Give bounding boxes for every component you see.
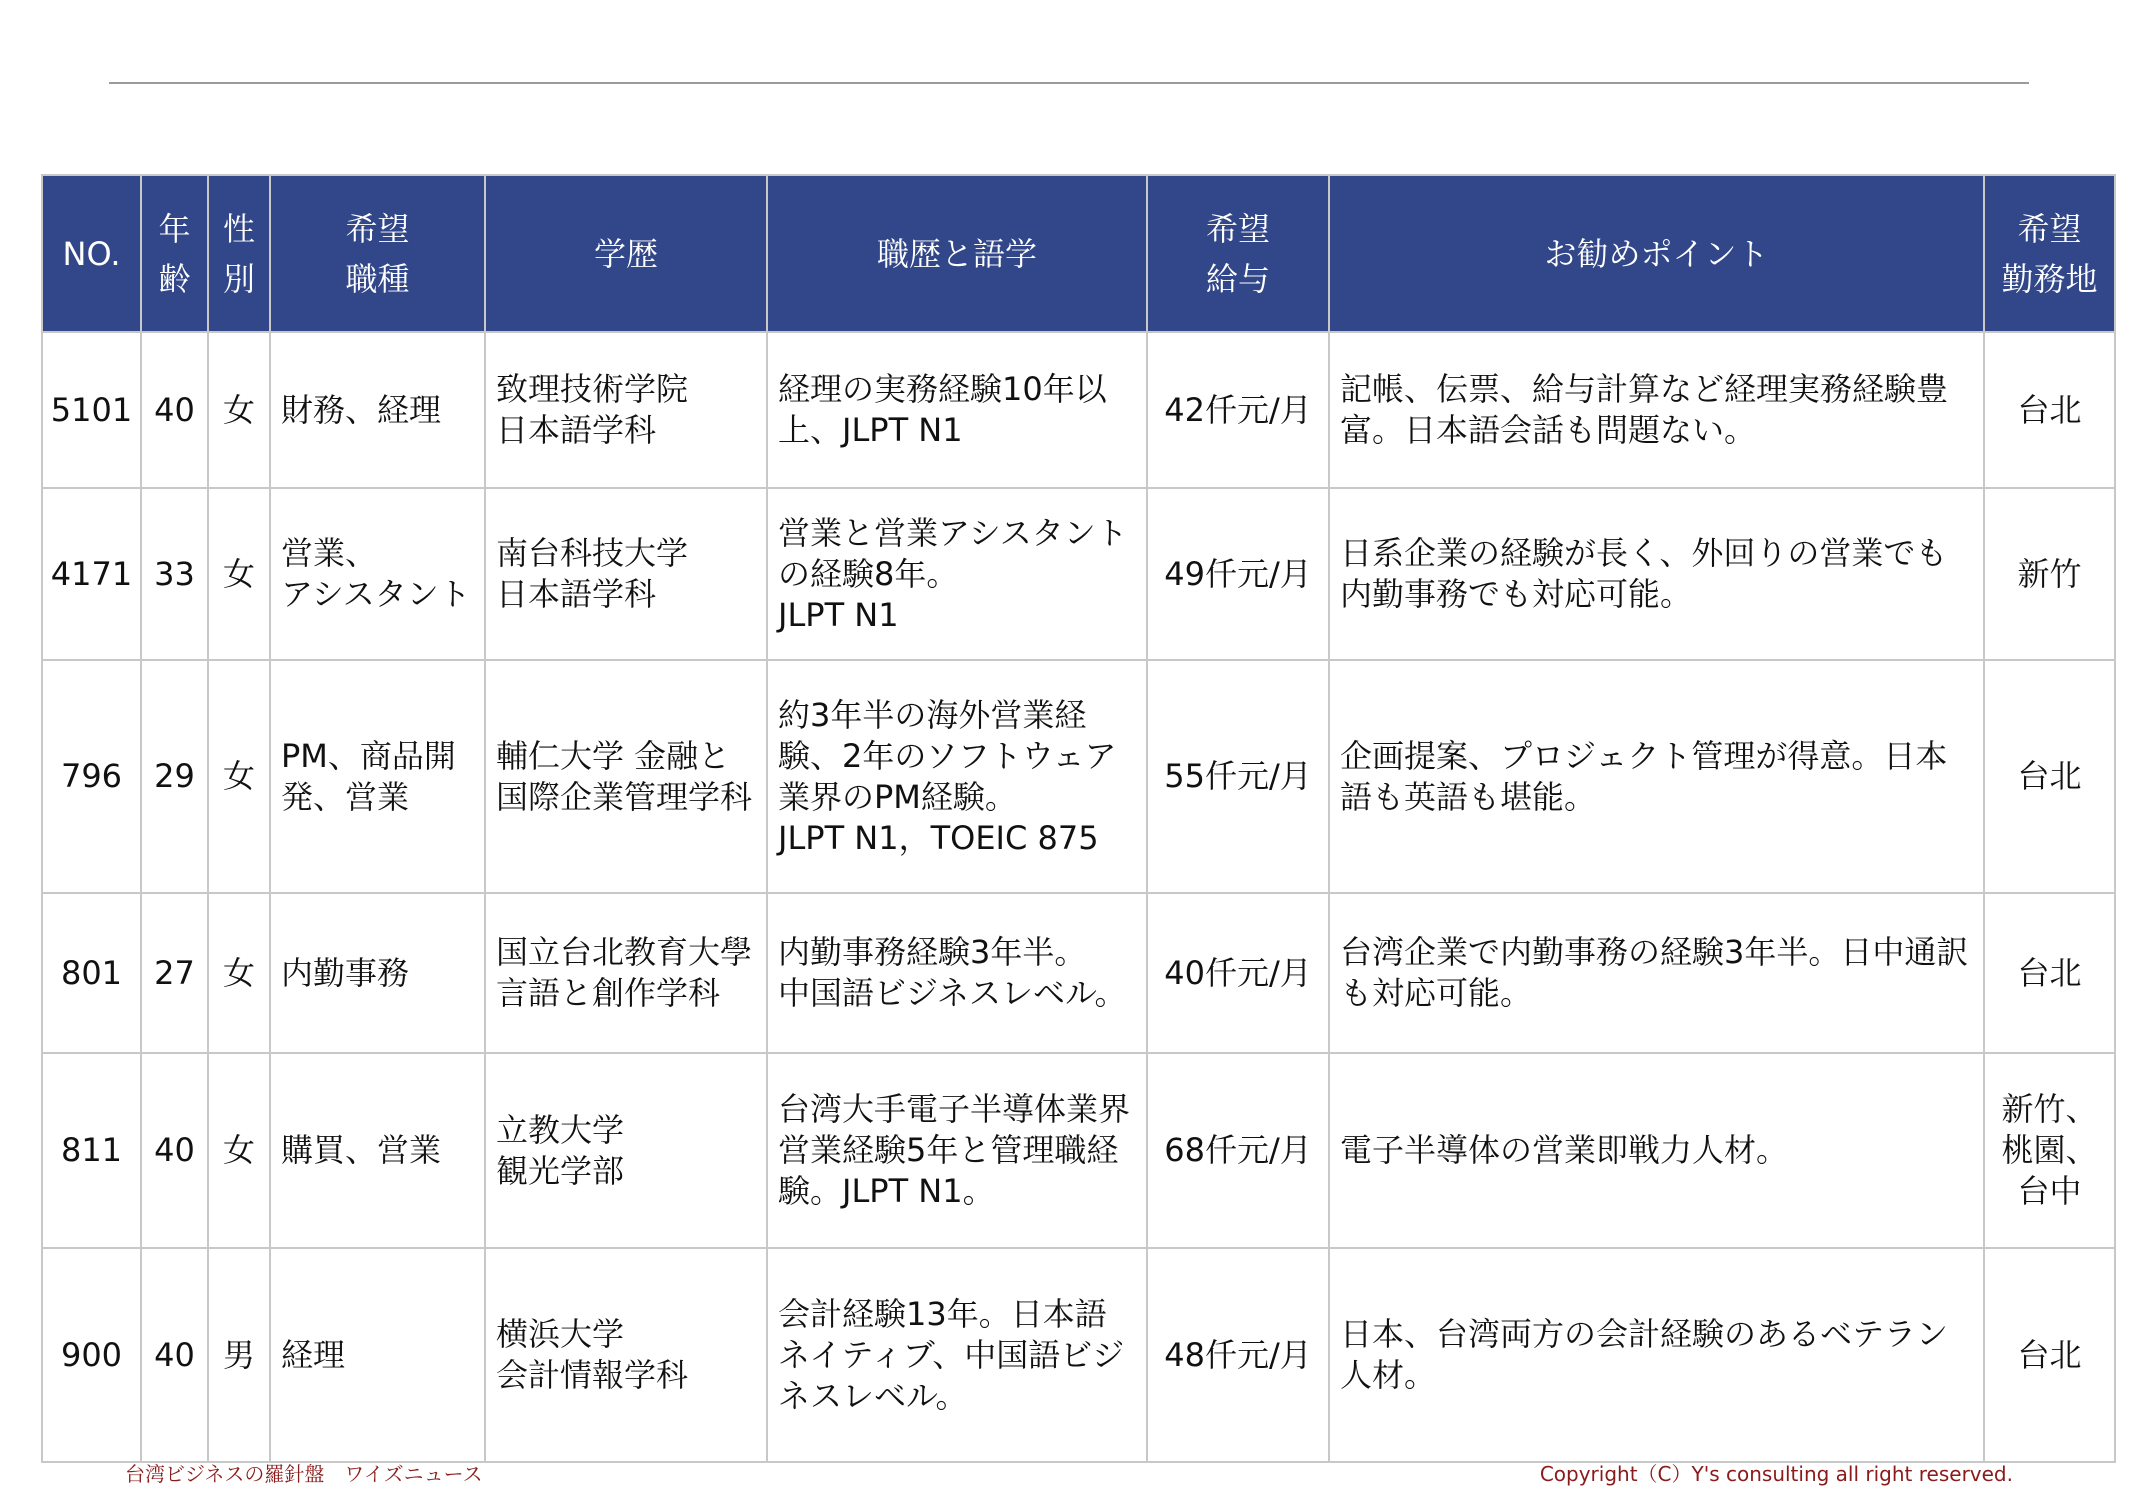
cell-gender: 女 [208, 332, 270, 488]
col-header-education: 学歴 [485, 175, 767, 332]
cell-recommendation: 日系企業の経験が長く、外回りの営業でも内勤事務でも対応可能。 [1329, 488, 1984, 660]
cell-education: 横浜大学 会計情報学科 [485, 1248, 767, 1462]
cell-education: 致理技術学院 日本語学科 [485, 332, 767, 488]
cell-gender: 男 [208, 1248, 270, 1462]
cell-career-language: 台湾大手電子半導体業界営業経験5年と管理職経験。JLPT N1。 [767, 1053, 1147, 1248]
col-header-desired-location: 希望 勤務地 [1984, 175, 2115, 332]
cell-desired-salary: 68仟元/月 [1147, 1053, 1329, 1248]
table-row [42, 893, 2115, 1053]
cell-gender: 女 [208, 1053, 270, 1248]
cell-career-language: 約3年半の海外営業経験、2年のソフトウェア業界のPM経験。 JLPT N1，TOEIC 875 [767, 660, 1147, 893]
table-row [42, 332, 2115, 488]
cell-education: 輔仁大学 金融と国際企業管理学科 [485, 660, 767, 893]
col-header-no: NO. [42, 175, 141, 332]
cell-no: 811 [42, 1053, 141, 1248]
cell-career-language: 会計経験13年。日本語ネイティブ、中国語ビジネスレベル。 [767, 1248, 1147, 1462]
cell-recommendation: 電子半導体の営業即戦力人材。 [1329, 1053, 1984, 1248]
cell-education: 立教大学 観光学部 [485, 1053, 767, 1248]
cell-desired-salary: 42仟元/月 [1147, 332, 1329, 488]
cell-no: 801 [42, 893, 141, 1053]
cell-gender: 女 [208, 660, 270, 893]
footer-copyright: Copyright（C）Y's consulting all right reserved. [1539, 1462, 2013, 1486]
cell-career-language: 営業と営業アシスタントの経験8年。 JLPT N1 [767, 488, 1147, 660]
cell-age: 40 [141, 1248, 208, 1462]
cell-age: 27 [141, 893, 208, 1053]
cell-desired-job: PM、商品開発、営業 [270, 660, 485, 893]
cell-desired-job: 営業、 アシスタント [270, 488, 485, 660]
cell-education: 南台科技大学 日本語学科 [485, 488, 767, 660]
cell-desired-job: 財務、経理 [270, 332, 485, 488]
cell-age: 29 [141, 660, 208, 893]
cell-career-language: 経理の実務経験10年以上、JLPT N1 [767, 332, 1147, 488]
cell-desired-location: 台北 [1984, 1248, 2115, 1462]
cell-desired-salary: 40仟元/月 [1147, 893, 1329, 1053]
cell-desired-salary: 55仟元/月 [1147, 660, 1329, 893]
cell-recommendation: 記帳、伝票、給与計算など経理実務経験豊富。日本語会話も問題ない。 [1329, 332, 1984, 488]
cell-desired-location: 台北 [1984, 893, 2115, 1053]
cell-desired-job: 経理 [270, 1248, 485, 1462]
cell-career-language: 内勤事務経験3年半。 中国語ビジネスレベル。 [767, 893, 1147, 1053]
cell-no: 4171 [42, 488, 141, 660]
cell-desired-location: 台北 [1984, 332, 2115, 488]
cell-no: 796 [42, 660, 141, 893]
footer-publisher: 台湾ビジネスの羅針盤 ワイズニュース [125, 1462, 483, 1486]
cell-age: 40 [141, 332, 208, 488]
cell-recommendation: 台湾企業で内勤事務の経験3年半。日中通訳も対応可能。 [1329, 893, 1984, 1053]
cell-no: 900 [42, 1248, 141, 1462]
cell-desired-job: 購買、営業 [270, 1053, 485, 1248]
col-header-career-language: 職歴と語学 [767, 175, 1147, 332]
cell-education: 国立台北教育大學 言語と創作学科 [485, 893, 767, 1053]
table-row [42, 488, 2115, 660]
col-header-desired-job: 希望 職種 [270, 175, 485, 332]
col-header-gender: 性 別 [208, 175, 270, 332]
cell-age: 33 [141, 488, 208, 660]
table-row [42, 660, 2115, 893]
col-header-recommendation: お勧めポイント [1329, 175, 1984, 332]
cell-no: 5101 [42, 332, 141, 488]
cell-age: 40 [141, 1053, 208, 1248]
cell-desired-location: 新竹、 桃園、 台中 [1984, 1053, 2115, 1248]
cell-recommendation: 日本、台湾両方の会計経験のあるベテラン人材。 [1329, 1248, 1984, 1462]
cell-gender: 女 [208, 893, 270, 1053]
table-row [42, 1248, 2115, 1462]
cell-gender: 女 [208, 488, 270, 660]
col-header-desired-salary: 希望 給与 [1147, 175, 1329, 332]
cell-desired-salary: 49仟元/月 [1147, 488, 1329, 660]
cell-desired-location: 新竹 [1984, 488, 2115, 660]
cell-desired-job: 内勤事務 [270, 893, 485, 1053]
header-row [42, 175, 2115, 332]
cell-desired-location: 台北 [1984, 660, 2115, 893]
top-divider [109, 82, 2029, 84]
cell-desired-salary: 48仟元/月 [1147, 1248, 1329, 1462]
candidate-table [41, 174, 2116, 1463]
cell-recommendation: 企画提案、プロジェクト管理が得意。日本語も英語も堪能。 [1329, 660, 1984, 893]
col-header-age: 年 齢 [141, 175, 208, 332]
table-row [42, 1053, 2115, 1248]
